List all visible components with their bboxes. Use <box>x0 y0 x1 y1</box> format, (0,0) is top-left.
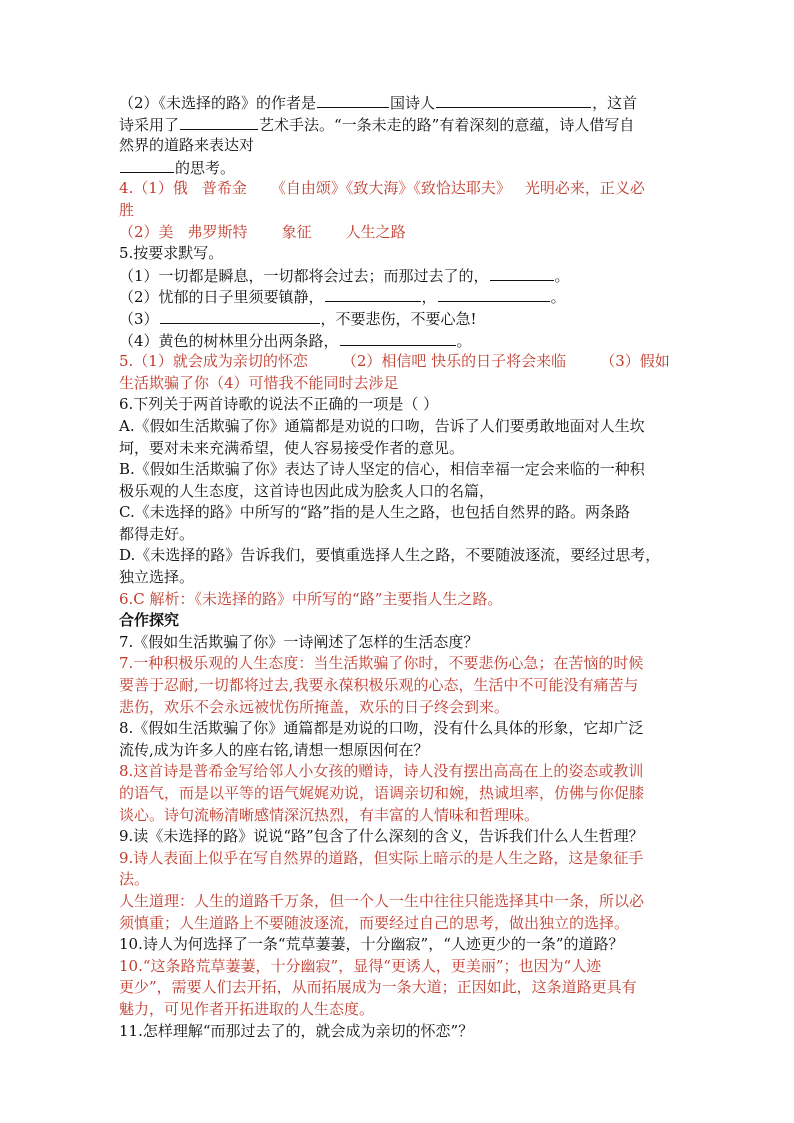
question-11: 11.怎样理解“而那过去了的，就会成为亲切的怀恋”？ <box>119 1021 474 1040</box>
answer-5-line-1: 5.（1）就会成为亲切的怀恋 （2）相信吧 快乐的日子将会来临 （3）假如 <box>119 352 670 371</box>
answer-8-line-2: 的语气，而是以平等的语气娓娓劝说，语调亲切和婉，热诚坦率，仿佛与你促膝 <box>119 784 645 802</box>
question-6-stem: 6.下列关于两首诗歌的说法不正确的一项是（ ） <box>119 395 439 414</box>
question-6-option-d-cont: 独立选择。 <box>119 568 195 587</box>
question-6-option-c: C.《未选择的路》中所写的“路”指的是人生之路，也包括自然界的路。两条路 <box>119 503 631 522</box>
question-8-line-1: 8.《假如生活欺骗了你》通篇都是劝说的口吻，没有什么具体的形象，它却广泛 <box>119 719 644 738</box>
answer-10-line-1: 10.“这条路荒草萋萋，十分幽寂”，显得“更诱人，更美丽”；也因为“人迹 <box>119 956 602 975</box>
question-6-option-d: D.《未选择的路》告诉我们，要慎重选择人生之路，不要随波逐流，要经过思考， <box>119 546 661 565</box>
question-6-option-b-cont: 极乐观的人生态度，这首诗也因此成为脍炙人口的名篇， <box>119 481 495 500</box>
question-4-2-line-2: 诗采用了 艺术手法。“一条未走的路”有着深刻的意蕴，诗人借写自 <box>119 115 635 134</box>
blank-poet <box>436 92 591 108</box>
answer-9-line-4: 须慎重；人生道路上不要随波逐流，而要经过自己的思考，做出独立的选择。 <box>119 913 630 932</box>
question-5-item-3: （3） ，不要悲伤，不要心急! <box>119 309 477 328</box>
answer-9-line-2: 法。 <box>119 870 150 889</box>
document-page <box>119 92 679 1042</box>
question-5-item-4: （4）黄色的树林里分出两条路， 。 <box>119 331 472 350</box>
blank-country <box>317 92 389 108</box>
question-6-option-b: B.《假如生活欺骗了你》表达了诗人坚定的信心，相信幸福一定会来临的一种积 <box>119 460 645 479</box>
answer-5-line-2: 生活欺骗了你（4）可惜我不能同时去涉足 <box>119 373 399 392</box>
answer-10-line-2: 更少”，需要人们去开拓，从而拓展成为一条大道；正因如此，这条道路更具有 <box>119 978 637 997</box>
question-5-title: 5.按要求默写。 <box>119 244 224 263</box>
question-7: 7.《假如生活欺骗了你》一诗阐述了怎样的生活态度？ <box>119 632 479 651</box>
answer-4-line-1: 4.（1）俄 普希金 《自由颂》《致大海》《致恰达耶夫》 光明必来，正义必 <box>119 179 645 198</box>
answer-4-line-3: （2）美 弗罗斯特 象征 人生之路 <box>119 222 406 241</box>
question-5-item-1: （1）一切都是瞬息，一切都将会过去；而那过去了的， 。 <box>119 266 570 285</box>
question-6-option-a: A.《假如生活欺骗了你》通篇都是劝说的口吻，告诉了人们要勇敢地面对人生坎 <box>119 416 645 435</box>
blank-technique <box>180 114 258 130</box>
question-6-option-a-cont: 坷，要对未来充满希望，使人容易接受作者的意见。 <box>119 438 465 457</box>
question-4-2-line-3: 然界的道路来表达对 <box>119 136 255 155</box>
section-heading: 合作探究 <box>119 611 180 630</box>
question-4-2-line-4: 的思考。 <box>119 157 679 179</box>
question-5-item-2: （2）忧郁的日子里须要镇静， ， 。 <box>119 288 566 307</box>
answer-4-line-2: 胜 <box>119 200 135 219</box>
answer-7-line-3: 悲伤，欢乐不会永远被忧伤所掩盖，欢乐的日子终会到来。 <box>119 697 510 716</box>
blank-thought <box>120 157 174 173</box>
answer-9-line-3: 人生道理：人生的道路千万条，但一个人一生中往往只能选择其中一条，所以必 <box>119 891 645 910</box>
question-9: 9.读《未选择的路》说说“路”包含了什么深刻的含义，告诉我们什么人生哲理？ <box>119 827 644 846</box>
question-6-option-c-cont: 都得走好。 <box>119 524 195 543</box>
answer-7-line-2: 要善于忍耐,一切都将过去,我要永葆积极乐观的心态，生活中不可能没有痛苦与 <box>119 676 639 695</box>
answer-7-line-1: 7.一种积极乐观的人生态度：当生活欺骗了你时，不要悲伤心急；在苦恼的时候 <box>119 654 644 673</box>
blank-5-2a <box>325 286 421 302</box>
blank-5-1 <box>490 265 554 281</box>
blank-5-3 <box>160 308 320 324</box>
answer-8-line-1: 8.这首诗是普希金写给邻人小女孩的赠诗，诗人没有摆出高高在上的姿态或教训 <box>119 762 644 781</box>
blank-5-4 <box>340 330 456 346</box>
question-10: 10.诗人为何选择了一条“荒草萋萋，十分幽寂”，“人迹更少的一条”的道路？ <box>119 935 624 954</box>
answer-8-line-3: 谈心。诗句流畅清晰感情深沉热烈，有丰富的人情味和哲理味。 <box>119 805 540 824</box>
answer-6: 6.C 解析：《未选择的路》中所写的“路”主要指人生之路。 <box>119 589 503 608</box>
answer-9-line-1: 9.诗人表面上似乎在写自然界的道路，但实际上暗示的是人生之路，这是象征手 <box>119 848 644 867</box>
answer-10-line-3: 魅力，可见作者开拓进取的人生态度。 <box>119 999 375 1018</box>
question-8-line-2: 流传,成为许多人的座右铭,请想一想原因何在？ <box>119 740 429 759</box>
question-4-2-line-1: （2）《未选择的路》的作者是 国诗人 ，这首 <box>119 94 638 112</box>
blank-5-2b <box>438 286 550 302</box>
